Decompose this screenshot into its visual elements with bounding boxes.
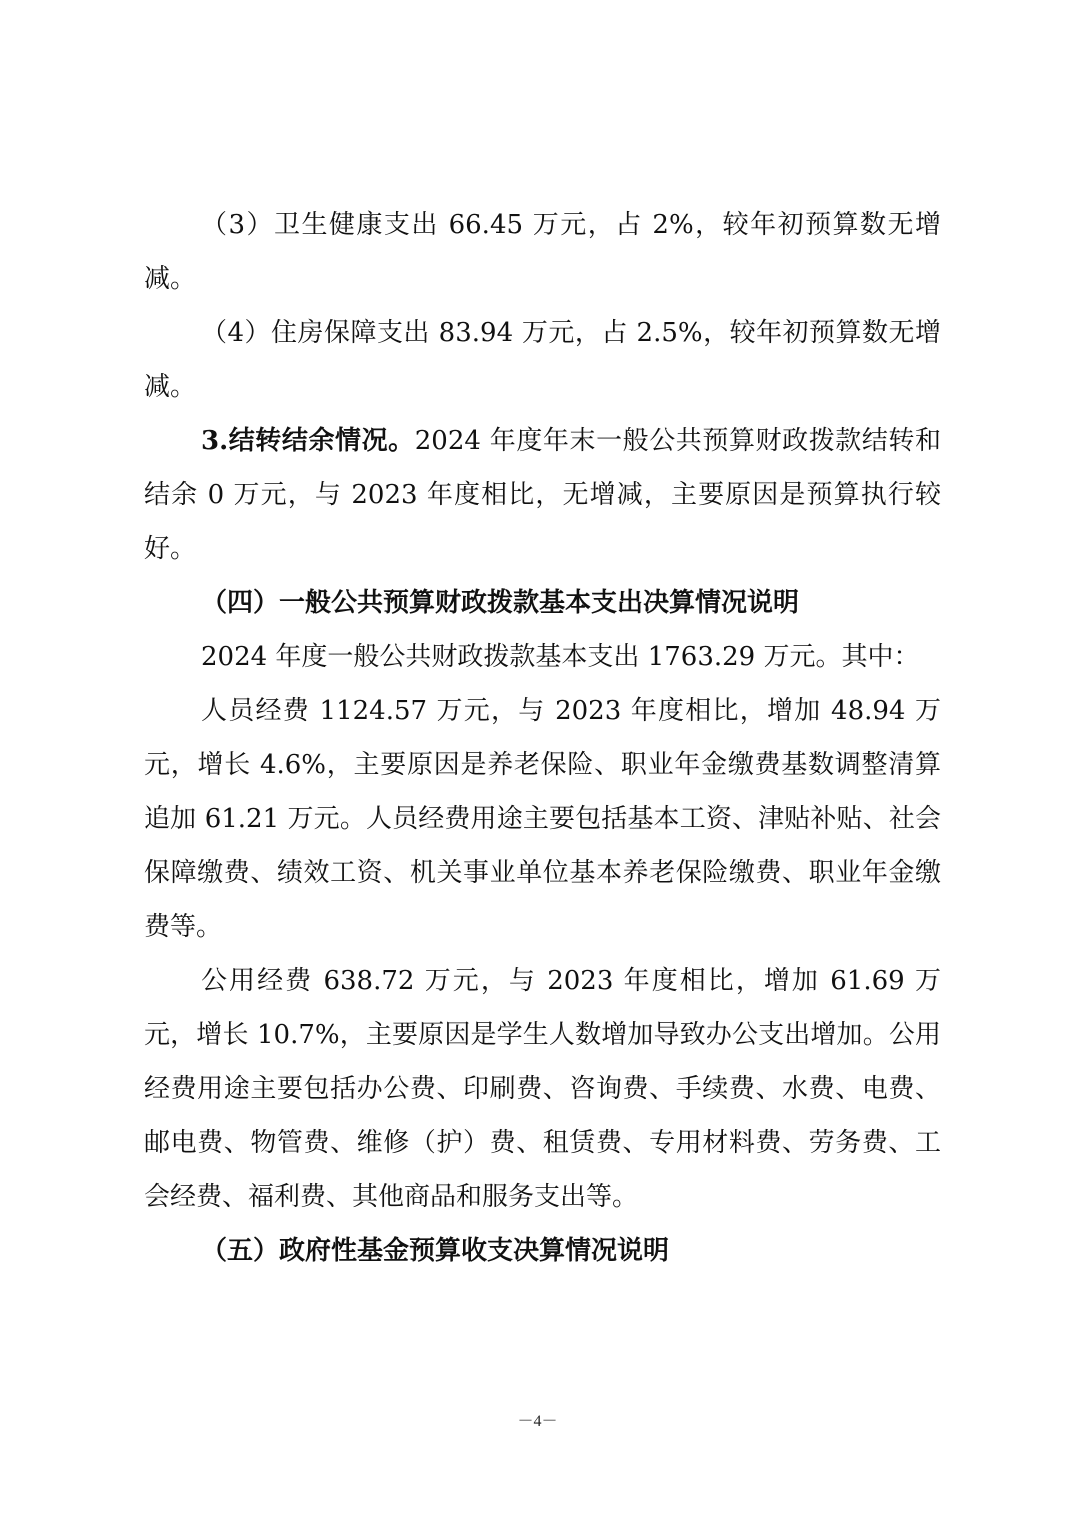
section-heading-government-fund: （五）政府性基金预算收支决算情况说明 [201, 1236, 670, 1266]
paragraph-personnel-expenses: 人员经费 1124.57 万元，与 2023 年度相比，增加 48.94 万元，增长 4.6%，主要原因是养老保险、职业年金缴费基数调整清算追加 61.21 万元。人员经费用途主要包括基本工资、津贴补贴、社会保障缴费、绩效工资、机关事业单位基本养老保险缴费、职业年金缴费等。 [144, 696, 941, 942]
paragraph-health-expenditure: （3）卫生健康支出 66.45 万元，占 2%，较年初预算数无增减。 [144, 210, 941, 294]
section-heading-basic-expenditure: （四）一般公共预算财政拨款基本支出决算情况说明 [201, 588, 800, 618]
paragraph-carryover [144, 414, 941, 576]
paragraph-public-expenses: 公用经费 638.72 万元，与 2023 年度相比，增加 61.69 万元，增长 10.7%，主要原因是学生人数增加导致办公支出增加。公用经费用途主要包括办公费、印刷费、咨询费、手续费、水费、电费、邮电费、物管费、维修（护）费、租赁费、专用材料费、劳务费、工会经费、福利费、其他商品和服务支出等。 [144, 966, 941, 1212]
carryover-label: 3.结转结余情况。 [201, 426, 415, 456]
paragraph-basic-expenditure-total: 2024 年度一般公共财政拨款基本支出 1763.29 万元。其中： [201, 642, 920, 672]
page-number: －4－ [517, 1413, 558, 1430]
carryover-text: 2024 年度年末一般公共预算财政拨款结转和结余 0 万元，与 2023 年度相比，无增减，主要原因是预算执行较好。 [144, 426, 941, 564]
paragraph-housing-expenditure: （4）住房保障支出 83.94 万元，占 2.5%，较年初预算数无增减。 [144, 318, 941, 402]
document-body [144, 198, 941, 1278]
